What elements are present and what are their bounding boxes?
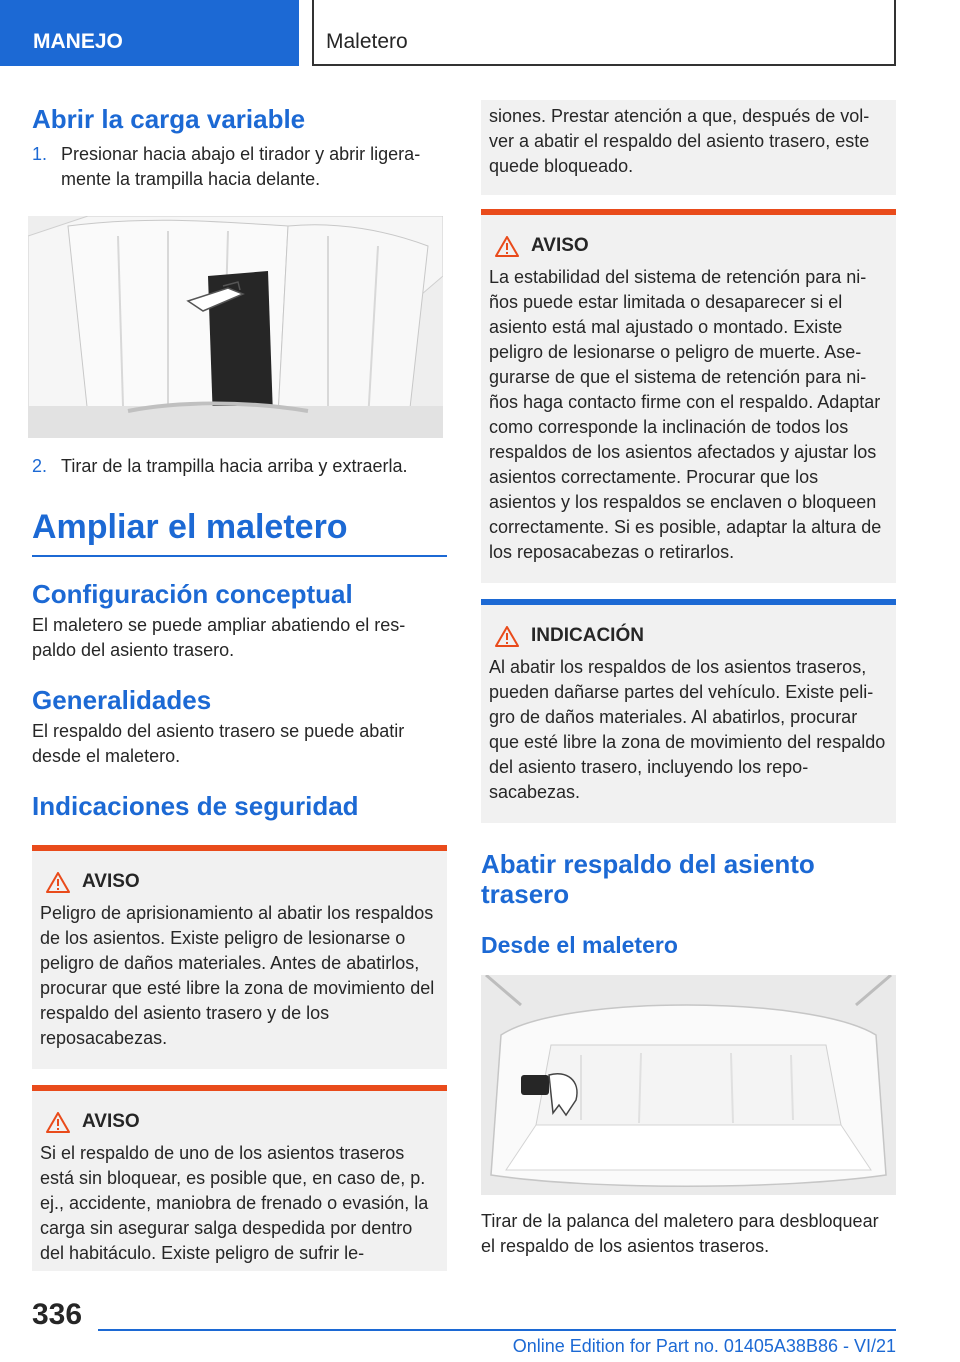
notice-label: INDICACIÓN [531,625,644,646]
warning-label: AVISO [82,1111,140,1132]
warning-header [489,215,888,257]
heading-rule [32,555,447,557]
general-heading: Generalidades [32,685,212,715]
page-number: 336 [32,1298,83,1331]
footer-rule [98,1329,896,1331]
warning-label: AVISO [82,871,140,892]
notice-text: Al abatir los respaldos de los asientos traseros, pueden dañarse partes del vehículo. Existe peligro de daños materiales. Al abatirlos, procurar que esté libre la zona de movimiento del respaldo del asiento trasero, incluyendo los reposacabezas. [489,657,886,802]
safety-heading: Indicaciones de seguridad [32,791,359,821]
trunk-lever-drawing [481,975,896,1195]
warning-label: AVISO [531,235,589,256]
notice-box [481,599,896,823]
step-number: 2. [32,456,48,476]
left-column [32,100,446,1271]
warning-text: La estabilidad del sistema de retención para niños puede estar limitada o desaparecer si el asiento está mal ajustado o montado. Existe peligro de lesionarse o peligro de muerte. Asegurarse de que el sistema de retención para niños haga contacto firme con el respaldo. Adaptar como corresponde la inclinación de todos los respaldos de los asientos afectados y ajustar los asientos correctamente. Procurar que los asientos y los respaldos se enclaven o bloqueen correctamente. Si es posible, adaptar la altura de los reposacabezas o retirarlos. [489,267,882,562]
general-text: El respaldo del asiento trasero se puede abatir desde el maletero. [32,721,405,766]
concept-heading: Configuración conceptual [32,579,353,609]
from-trunk-text: Tirar de la palanca del maletero para desbloquear el respaldo de los asientos traseros. [481,1211,879,1256]
from-trunk-heading: Desde el maletero [481,932,678,958]
step-1 [32,142,446,192]
step-2 [32,454,446,479]
concept-text: El maletero se puede ampliar abatiendo el respaldo del asiento trasero. [32,615,406,660]
seat-hatch-illustration [28,216,443,438]
step-text: Presionar hacia abajo el tirador y abrir ligeramente la trampilla hacia delante. [61,144,421,189]
notice-header [489,605,888,647]
step-number: 1. [32,144,48,164]
warning-box-2 [32,1085,447,1271]
enlarge-trunk-heading: Ampliar el maletero [32,508,348,546]
warning-box-1 [32,845,447,1069]
seat-hatch-drawing [28,216,443,438]
fold-backrest-heading: Abatir respaldo del asiento trasero [481,849,815,909]
page-header [0,0,960,68]
step-text: Tirar de la trampilla hacia arriba y extraerla. [61,456,408,476]
warning-continuation [481,100,896,195]
warning-continuation-text: siones. Prestar atención a que, después de volver a abatir el respaldo del asiento trasero, este quede bloqueado. [489,106,870,176]
edition-footer: Online Edition for Part no. 01405A38B86 - VI/21 [512,1336,896,1356]
warning-box-3 [481,209,896,583]
warning-triangle-icon [495,236,519,257]
warning-text: Si el respaldo de uno de los asientos traseros está sin bloquear, es posible que, en caso de, p. ej., accidente, maniobra de frenado o evasión, la carga sin asegurar salga despedida por dentro del habitáculo. Existe peligro de sufrir le- [40,1143,429,1263]
warning-triangle-icon [495,626,519,647]
chapter-title: Maletero [312,0,896,66]
warning-header [40,1091,439,1133]
section-tab: MANEJO [0,0,299,66]
warning-triangle-icon [46,872,70,893]
right-column [481,100,896,1259]
warning-triangle-icon [46,1112,70,1133]
open-variable-load-heading: Abrir la carga variable [32,104,306,134]
warning-text: Peligro de aprisionamiento al abatir los respaldos de los asientos. Existe peligro de lesionarse o peligro de daños materiales. Antes de abatirlos, procurar que esté libre la zona de movimiento del respaldo del asiento trasero y de los reposacabezas. [40,903,435,1048]
trunk-lever-illustration [481,975,896,1195]
warning-header [40,851,439,893]
